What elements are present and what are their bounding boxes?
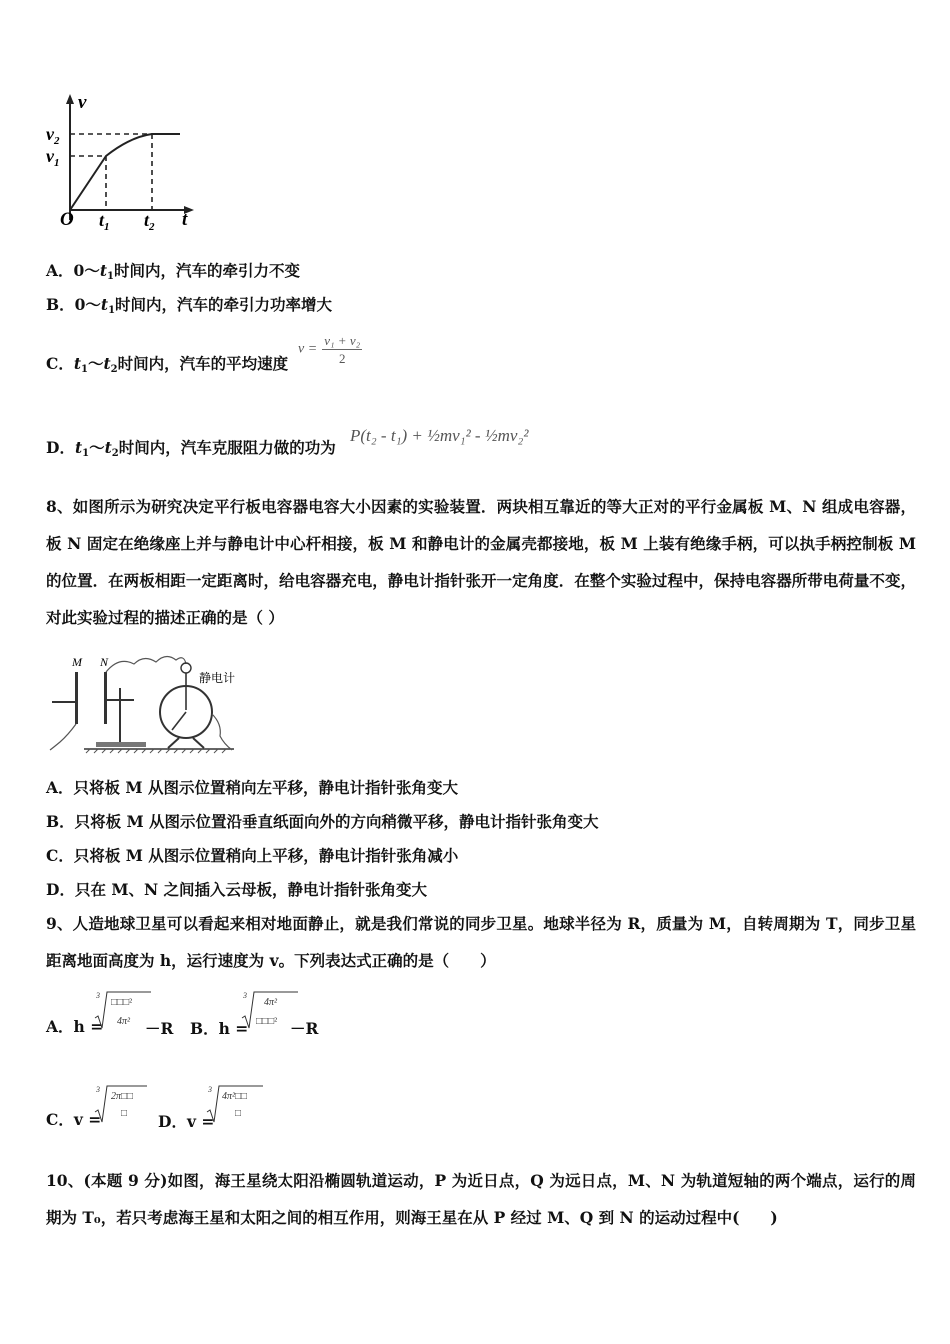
v1-label: $v_1$: [46, 146, 60, 169]
var-t: t: [99, 261, 107, 280]
radical-denominator: □: [121, 1108, 128, 1119]
q7-c-formula: [298, 332, 362, 367]
option-text: 0～: [73, 261, 100, 280]
option-label: A．h =: [46, 1017, 104, 1036]
var-t: t: [73, 354, 82, 373]
v-axis-label: v: [78, 92, 87, 113]
velocity-time-graph: [40, 92, 200, 237]
plate-n-label: N: [100, 655, 109, 669]
q8-option-a: A．只将板 M 从图示位置稍向左平移，静电计指针张角变大: [46, 778, 458, 797]
plate-m: [75, 672, 78, 724]
option-label: D．: [46, 438, 75, 457]
root-index: 3: [243, 991, 247, 1000]
t2-label: $t_2$: [144, 210, 155, 233]
q7-option-c: [46, 354, 288, 374]
plate-n: [104, 672, 107, 724]
root-index: 3: [96, 1085, 100, 1094]
root-index: 3: [208, 1085, 212, 1094]
q8-option-c: C．只将板 M 从图示位置稍向上平移，静电计指针张角减小: [46, 846, 459, 865]
subscript: 2: [111, 448, 119, 459]
q9-d-radical: [205, 1082, 265, 1128]
option-text: 时间内，汽车克服阻力做的功为: [118, 438, 336, 457]
radical-numerator: 4π²□□: [222, 1091, 248, 1102]
subscript: 1: [81, 364, 88, 375]
formula-numerator: v₁ + v₂: [324, 333, 361, 348]
origin-label: O: [60, 209, 74, 230]
subscript: 2: [110, 364, 118, 375]
q8-option-b: B．只将板 M 从图示位置沿垂直纸面向外的方向稍微平移，静电计指针张角变大: [46, 812, 599, 831]
option-label: C．: [46, 354, 74, 373]
option-label: C．v =: [46, 1110, 102, 1129]
radical-numerator: 2π□□: [111, 1091, 134, 1102]
radical-denominator: 4π²: [117, 1016, 131, 1027]
capacitor-electroscope-figure: [44, 650, 244, 760]
q9-a-radical: [93, 988, 153, 1034]
t-axis-label: t: [182, 209, 188, 230]
option-text: 0～: [74, 295, 101, 314]
ground-wire-m: [50, 724, 76, 750]
option-text: 时间内，汽车的平均速度: [117, 354, 289, 373]
radical-numerator: □□□²: [111, 997, 133, 1008]
option-label: B．: [46, 295, 75, 314]
q9-b-tail: －R: [290, 1019, 319, 1038]
t1-label: $t_1$: [99, 210, 110, 233]
ground-wire-case: [212, 714, 232, 750]
formula-lhs: v =: [298, 341, 318, 357]
var-t: t: [100, 295, 109, 314]
subscript: 1: [82, 448, 90, 459]
option-text: 时间内，汽车的牵引力不变: [113, 261, 300, 280]
root-index: 3: [96, 991, 100, 1000]
var-t: t: [103, 354, 111, 373]
q8-stem: 8、如图所示为研究决定平行板电容器电容大小因素的实验装置．两块相互靠近的等大正对的平行金属板 M、N 组成电容器，板 N 固定在绝缘座上并与静电计中心杆相接，板 M 和静电计的金属壳都接地，板 M 上装有绝缘手柄，可以执手柄控制板 M 的位置．在两板相距一定距离时，给电容器充电，静电计指针张开一定角度．在整个实验过程中，保持电容器所带电荷量不变，对此实验过程的描述正确的是（ ）: [46, 497, 916, 627]
v-axis-arrow: [66, 94, 74, 104]
stand-base: [96, 742, 146, 747]
q9-a-tail: －R: [145, 1019, 174, 1038]
q10-stem: 10、(本题 9 分)如图，海王星绕太阳沿椭圆轨道运动，P 为近日点，Q 为远日点，M、N 为轨道短轴的两个端点，运行的周期为 T₀，若只考虑海王星和太阳之间的相互作用，则海王星在从 P 经过 M、Q 到 N 的运动过程中( ): [46, 1171, 916, 1227]
option-label: A．: [46, 261, 74, 280]
q7-option-d: [46, 438, 336, 458]
radical-denominator: □□□²: [256, 1016, 278, 1027]
option-text: 时间内，汽车的牵引力功率增大: [115, 295, 333, 314]
option-text: ～: [89, 438, 105, 457]
option-text: ～: [87, 354, 104, 373]
electroscope-knob: [181, 663, 191, 673]
velocity-curve: [70, 134, 180, 210]
electroscope-leg-left: [168, 738, 179, 748]
q9-option-d: D．v =: [158, 1112, 215, 1131]
subscript: 1: [108, 305, 116, 316]
q9-option-b: B．h =: [190, 1019, 249, 1038]
radical-denominator: □: [235, 1108, 242, 1119]
q9-c-radical: [93, 1082, 149, 1128]
radical-numerator: 4π²: [264, 997, 278, 1008]
electroscope-label: 静电计: [199, 671, 236, 685]
formula-denominator: 2: [338, 351, 346, 366]
var-t: t: [104, 438, 112, 457]
electroscope-needle: [172, 712, 186, 730]
v2-label: $v_2$: [46, 124, 60, 147]
plate-m-label: M: [72, 655, 82, 669]
connecting-wire: [106, 656, 186, 672]
q7-d-formula: P(t₂ - t₁) + ½mv₁² - ½mv₂²: [350, 426, 529, 445]
electroscope-leg-right: [193, 738, 204, 748]
q7-option-a: [46, 261, 300, 281]
q8-option-d: D．只在 M、N 之间插入云母板，静电计指针张角变大: [46, 880, 428, 899]
formula-fraction: [322, 332, 362, 367]
q7-option-b: [46, 295, 332, 315]
subscript: 1: [107, 271, 114, 282]
var-t: t: [74, 438, 83, 457]
q9-stem: 9、人造地球卫星可以看起来相对地面静止，就是我们常说的同步卫星。地球半径为 R，质量为 M，自转周期为 T，同步卫星距离地面高度为 h，运行速度为 v。下列表达式正确的是（ ）: [46, 914, 916, 970]
